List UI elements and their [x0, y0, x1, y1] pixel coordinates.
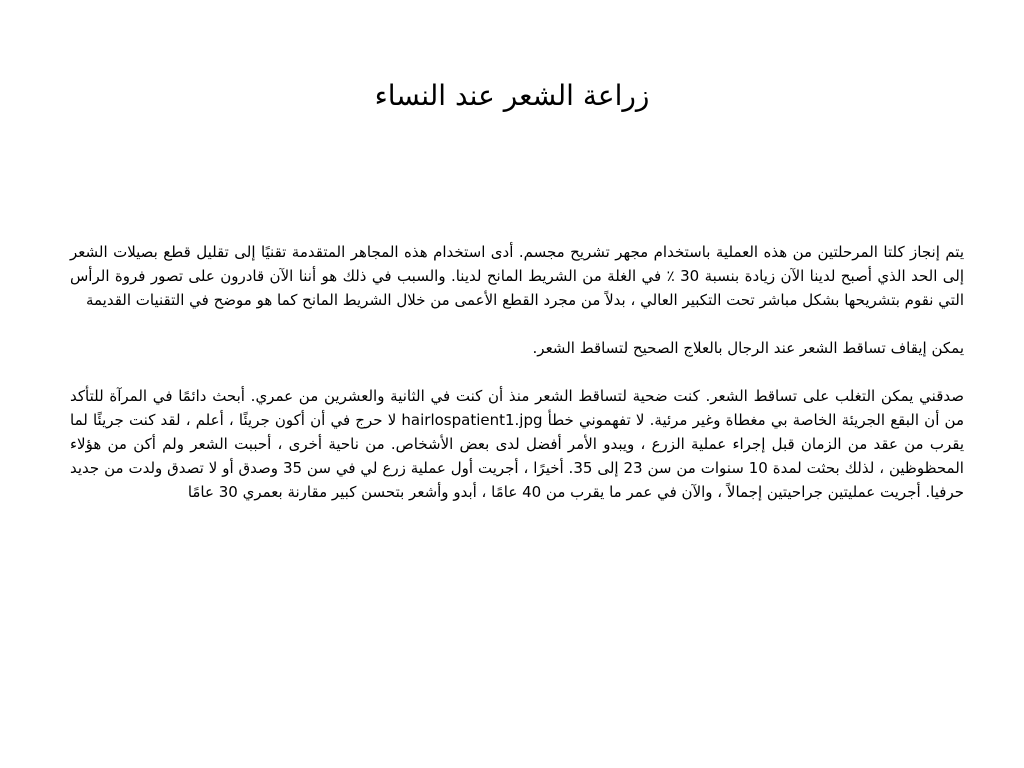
slide-body — [70, 240, 964, 504]
body-paragraph-procedure: يتم إنجاز كلتا المرحلتين من هذه العملية باستخدام مجهر تشريح مجسم. أدى استخدام هذه المجاهر المتقدمة تقنيًا إلى تقليل قطع بصيلات الشعر إلى الحد الذي أصبح لدينا الآن زيادة بنسبة 30 ٪ في الغلة من الشريط المانح لدينا. والسبب في ذلك هو أننا الآن قادرون على تصور فروة الرأس التي نقوم بتشريحها بشكل مباشر تحت التكبير العالي ، بدلاً من مجرد القطع الأعمى من خلال الشريط المانح كما هو موضح في التقنيات القديمة — [70, 243, 965, 309]
body-paragraph-treatment: يمكن إيقاف تساقط الشعر عند الرجال بالعلاج الصحيح لتساقط الشعر. — [532, 339, 964, 357]
body-paragraph-testimonial: صدقني يمكن التغلب على تساقط الشعر. كنت ضحية لتساقط الشعر منذ أن كنت في الثانية والعشرين من عمري. أبحث دائمًا في المرآة للتأكد من أن البقع الجريئة الخاصة بي مغطاة وغير مرئية. لا تفهموني خطأ hairlospatient1.jpg لا حرج في أن أكون جريئًا ، أعلم ، لقد كنت جريئًا لما يقرب من عقد من الزمان قبل إجراء عملية الزرع ، ويبدو الأمر أفضل لدى بعض الأشخاص. من ناحية أخرى ، أحببت الشعر ولم أكن من هؤلاء المحظوظين ، لذلك بحثت لمدة 10 سنوات من سن 23 إلى 35. أخيرًا ، أجريت أول عملية زرع لي في سن 35 وصدق أو لا تصدق ولدت من جديد حرفيا. أجريت عمليتين جراحيتين إجمالاً ، والآن في عمر ما يقرب من 40 عامًا ، أبدو وأشعر بتحسن كبير مقارنة بعمري 30 عامًا — [70, 387, 964, 501]
slide-title: زراعة الشعر عند النساء — [374, 79, 650, 112]
